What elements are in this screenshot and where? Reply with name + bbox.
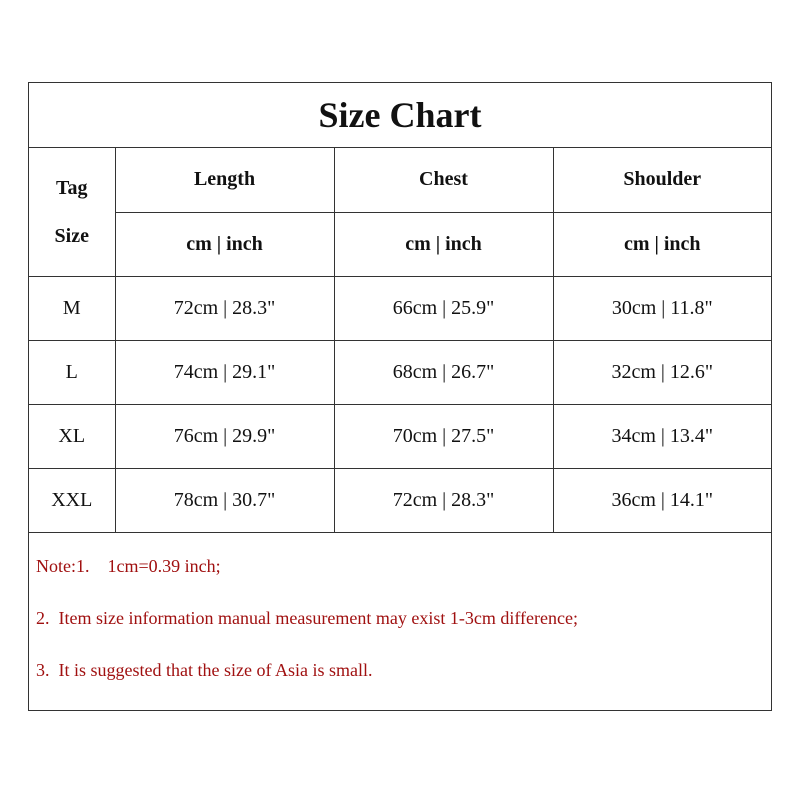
size-cell: M xyxy=(29,276,115,340)
length-cell: 74cm | 29.1" xyxy=(115,340,334,404)
size-cell: L xyxy=(29,340,115,404)
table-row xyxy=(29,340,771,404)
chest-cell: 72cm | 28.3" xyxy=(334,468,553,532)
note-1: Note:1. 1cm=0.39 inch; xyxy=(36,556,221,576)
note-2: 2. Item size information manual measurement may exist 1-3cm difference; xyxy=(36,608,578,628)
table-row xyxy=(29,404,771,468)
unit-row xyxy=(29,212,771,276)
chart-title: Size Chart xyxy=(29,83,771,148)
length-cell: 76cm | 29.9" xyxy=(115,404,334,468)
length-cell: 72cm | 28.3" xyxy=(115,276,334,340)
table-row xyxy=(29,468,771,532)
size-chart xyxy=(28,82,772,711)
chest-header: Chest xyxy=(334,148,553,212)
size-label: Size xyxy=(54,224,89,247)
length-cell: 78cm | 30.7" xyxy=(115,468,334,532)
chest-unit: cm | inch xyxy=(334,212,553,276)
tag-label: Tag xyxy=(55,176,88,199)
chest-cell: 68cm | 26.7" xyxy=(334,340,553,404)
shoulder-cell: 36cm | 14.1" xyxy=(553,468,771,532)
shoulder-cell: 34cm | 13.4" xyxy=(553,404,771,468)
chest-cell: 66cm | 25.9" xyxy=(334,276,553,340)
shoulder-header: Shoulder xyxy=(553,148,771,212)
table-row xyxy=(29,276,771,340)
notes-section xyxy=(29,541,771,697)
size-table xyxy=(29,148,771,533)
length-header: Length xyxy=(115,148,334,212)
shoulder-cell: 32cm | 12.6" xyxy=(553,340,771,404)
shoulder-unit: cm | inch xyxy=(553,212,771,276)
note-3: 3. It is suggested that the size of Asia is small. xyxy=(36,660,373,680)
chest-cell: 70cm | 27.5" xyxy=(334,404,553,468)
length-unit: cm | inch xyxy=(115,212,334,276)
header-row xyxy=(29,148,771,212)
tag-size-header xyxy=(29,148,115,276)
size-cell: XL xyxy=(29,404,115,468)
shoulder-cell: 30cm | 11.8" xyxy=(553,276,771,340)
size-cell: XXL xyxy=(29,468,115,532)
